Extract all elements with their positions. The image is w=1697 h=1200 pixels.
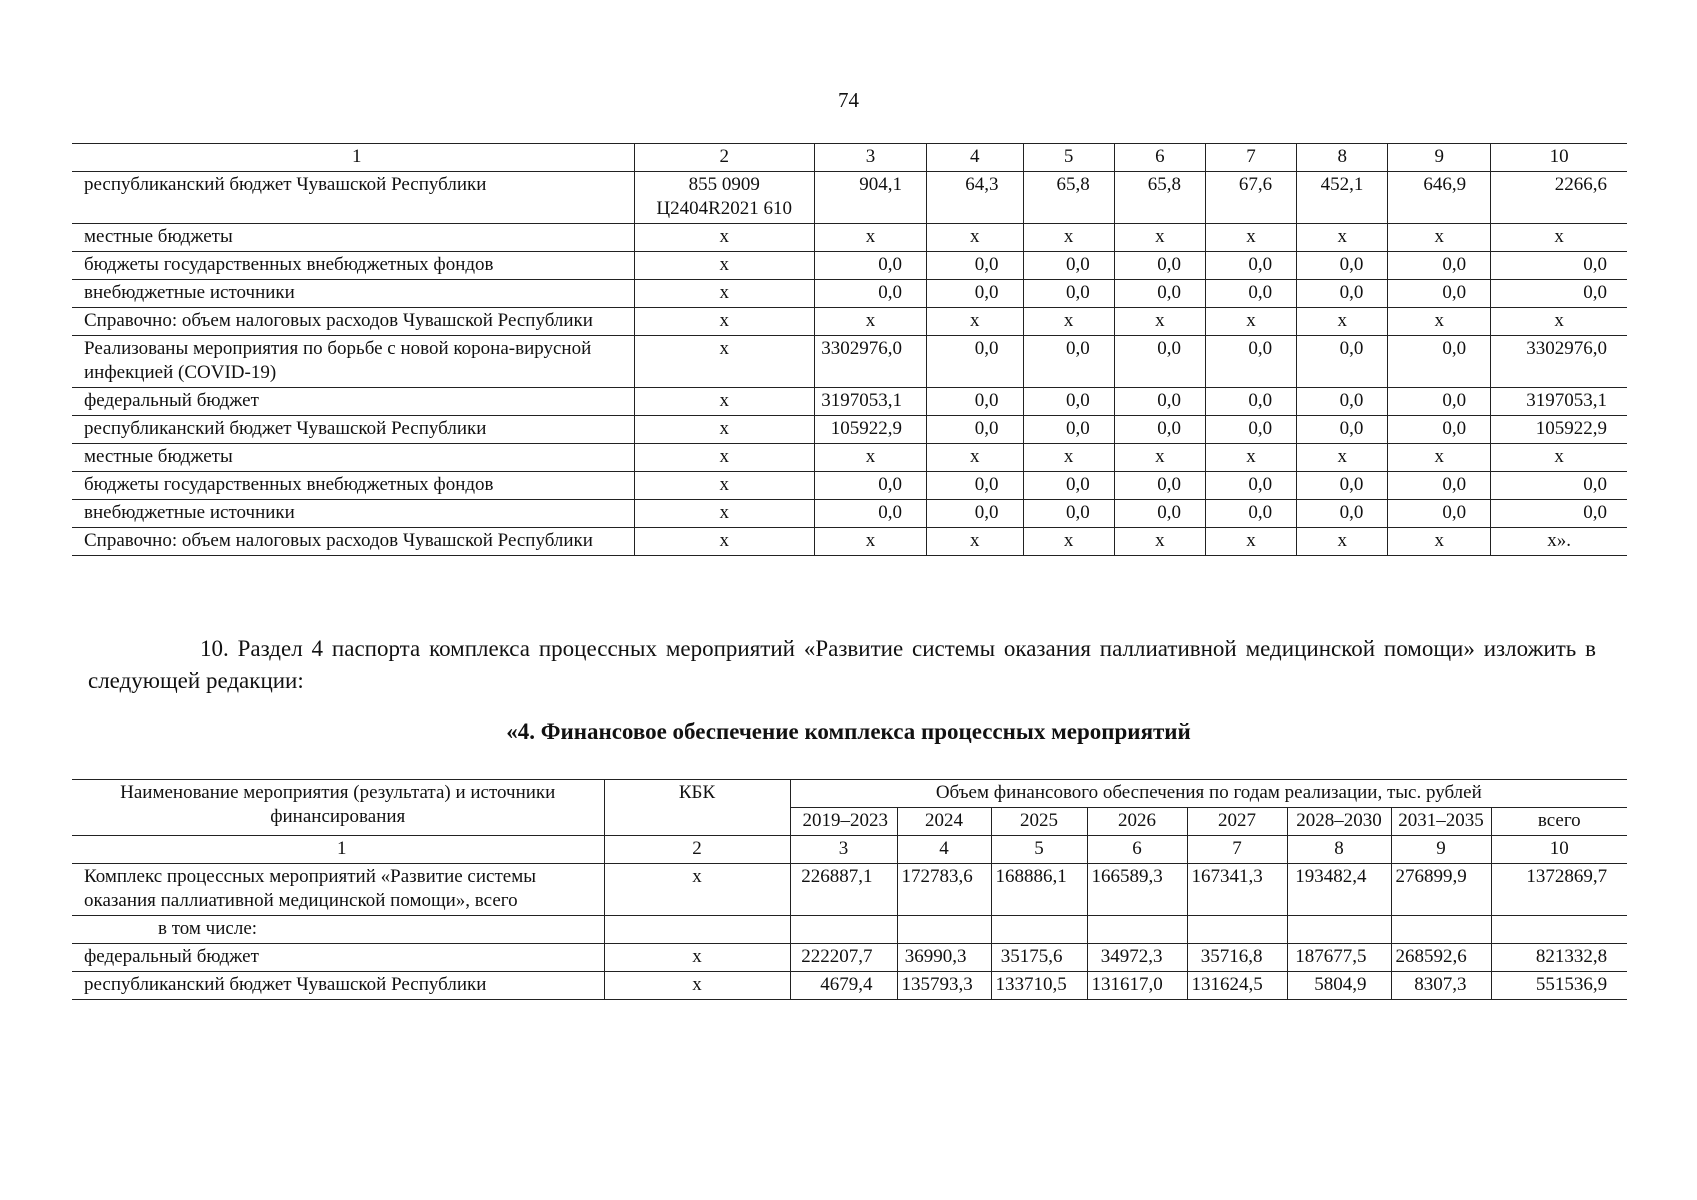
row-value: 0,0 <box>1205 388 1296 416</box>
col-num: 3 <box>814 144 926 172</box>
col-num: 7 <box>1187 836 1287 864</box>
funding-table <box>72 779 1627 1000</box>
row-label: федеральный бюджет <box>72 388 634 416</box>
col-num: 2 <box>634 144 814 172</box>
row-value: х <box>1297 528 1388 556</box>
row-value: 3197053,1 <box>1491 388 1627 416</box>
row-value: 0,0 <box>927 472 1023 500</box>
row-value: 0,0 <box>1023 336 1114 388</box>
row-value: х <box>814 308 926 336</box>
header-year: 2027 <box>1187 808 1287 836</box>
row-value: 167341,3 <box>1187 864 1287 916</box>
row-kbk: х <box>634 472 814 500</box>
row-value: 0,0 <box>1114 252 1205 280</box>
header-year: 2026 <box>1087 808 1187 836</box>
col-num: 10 <box>1491 144 1627 172</box>
row-kbk: х <box>634 528 814 556</box>
row-kbk: х <box>634 416 814 444</box>
header-year: 2019–2023 <box>790 808 897 836</box>
row-kbk: х <box>634 388 814 416</box>
header-year: 2025 <box>991 808 1087 836</box>
row-value: 0,0 <box>1205 336 1296 388</box>
row-value: х <box>1023 224 1114 252</box>
row-value: 0,0 <box>1388 472 1491 500</box>
table-row <box>72 280 1627 308</box>
row-value: 551536,9 <box>1491 972 1627 1000</box>
col-num: 2 <box>604 836 790 864</box>
col-num: 1 <box>72 144 634 172</box>
col-num: 9 <box>1391 836 1491 864</box>
row-value: х <box>1491 444 1627 472</box>
row-value: 0,0 <box>1297 252 1388 280</box>
row-value: 0,0 <box>1491 472 1627 500</box>
row-value: 0,0 <box>1297 472 1388 500</box>
col-num: 8 <box>1297 144 1388 172</box>
row-value: 821332,8 <box>1491 944 1627 972</box>
row-label: бюджеты государственных внебюджетных фондов <box>72 472 634 500</box>
row-label: федеральный бюджет <box>72 944 604 972</box>
row-value: 36990,3 <box>897 944 991 972</box>
row-label: бюджеты государственных внебюджетных фондов <box>72 252 634 280</box>
row-value: 0,0 <box>1205 280 1296 308</box>
row-value: 0,0 <box>1491 280 1627 308</box>
row-value: х <box>1114 444 1205 472</box>
row-value: х <box>1114 308 1205 336</box>
row-value: 0,0 <box>1297 416 1388 444</box>
table-row <box>72 972 1627 1000</box>
header-year: всего <box>1491 808 1627 836</box>
row-value <box>790 916 897 944</box>
col-num: 4 <box>927 144 1023 172</box>
header-volume-col: Объем финансового обеспечения по годам реализации, тыс. рублей <box>790 780 1627 808</box>
row-label: Комплекс процессных мероприятий «Развитие системы оказания паллиативной медицинской помощи», всего <box>72 864 604 916</box>
row-value: 193482,4 <box>1287 864 1391 916</box>
header-name-col: Наименование мероприятия (результата) и источники финансирования <box>72 780 604 836</box>
row-kbk: х <box>604 864 790 916</box>
page-number: 74 <box>838 88 859 112</box>
row-value: 0,0 <box>1114 500 1205 528</box>
row-label: местные бюджеты <box>72 224 634 252</box>
table-row <box>72 308 1627 336</box>
row-value: 0,0 <box>1023 472 1114 500</box>
row-value: 0,0 <box>1205 472 1296 500</box>
row-value: 0,0 <box>814 252 926 280</box>
col-num: 4 <box>897 836 991 864</box>
row-value: х». <box>1491 528 1627 556</box>
row-value: 67,6 <box>1205 172 1296 224</box>
row-kbk: х <box>634 280 814 308</box>
row-value: 222207,7 <box>790 944 897 972</box>
row-value: х <box>1297 444 1388 472</box>
row-value: 0,0 <box>1491 252 1627 280</box>
row-label: Справочно: объем налоговых расходов Чувашской Республики <box>72 308 634 336</box>
row-value: х <box>814 444 926 472</box>
row-kbk: х <box>634 500 814 528</box>
row-value: 0,0 <box>1114 416 1205 444</box>
row-label: в том числе: <box>72 916 604 944</box>
row-kbk: х <box>634 224 814 252</box>
row-value: 0,0 <box>1205 416 1296 444</box>
row-value: 0,0 <box>814 280 926 308</box>
row-value: 0,0 <box>1388 500 1491 528</box>
row-value: х <box>1491 308 1627 336</box>
col-num: 6 <box>1087 836 1187 864</box>
row-value: 2266,6 <box>1491 172 1627 224</box>
row-kbk: х <box>634 252 814 280</box>
row-value: х <box>1388 444 1491 472</box>
row-value: х <box>1114 224 1205 252</box>
row-label: Справочно: объем налоговых расходов Чувашской Республики <box>72 528 634 556</box>
col-num: 5 <box>1023 144 1114 172</box>
col-num: 10 <box>1491 836 1627 864</box>
row-value: 166589,3 <box>1087 864 1187 916</box>
row-value: 0,0 <box>927 388 1023 416</box>
row-value: 0,0 <box>1023 416 1114 444</box>
col-num: 8 <box>1287 836 1391 864</box>
row-value: 0,0 <box>1023 388 1114 416</box>
row-value: 0,0 <box>1388 336 1491 388</box>
row-label: республиканский бюджет Чувашской Республики <box>72 172 634 224</box>
row-label: республиканский бюджет Чувашской Республики <box>72 416 634 444</box>
row-value: 0,0 <box>814 500 926 528</box>
row-value: 0,0 <box>1114 280 1205 308</box>
row-value <box>1187 916 1287 944</box>
row-value: 0,0 <box>814 472 926 500</box>
row-value: х <box>1388 308 1491 336</box>
row-value: х <box>1297 308 1388 336</box>
row-value: 35716,8 <box>1187 944 1287 972</box>
row-value: х <box>814 224 926 252</box>
row-value: 452,1 <box>1297 172 1388 224</box>
row-value: 0,0 <box>927 252 1023 280</box>
col-num: 1 <box>72 836 604 864</box>
row-value: 187677,5 <box>1287 944 1391 972</box>
row-value: х <box>1388 224 1491 252</box>
funding-table-continued <box>72 143 1627 556</box>
table-row <box>72 388 1627 416</box>
column-number-row <box>72 144 1627 172</box>
row-value: 65,8 <box>1114 172 1205 224</box>
row-value: 268592,6 <box>1391 944 1491 972</box>
row-kbk <box>604 916 790 944</box>
table-row <box>72 444 1627 472</box>
row-value: х <box>1297 224 1388 252</box>
row-label: Реализованы мероприятия по борьбе с новой корона-вирусной инфекцией (COVID-19) <box>72 336 634 388</box>
table-row <box>72 336 1627 388</box>
table-row <box>72 528 1627 556</box>
row-value <box>991 916 1087 944</box>
row-value: 64,3 <box>927 172 1023 224</box>
row-value: х <box>1114 528 1205 556</box>
row-label: внебюджетные источники <box>72 500 634 528</box>
row-label: внебюджетные источники <box>72 280 634 308</box>
row-value: х <box>927 528 1023 556</box>
row-value: 0,0 <box>927 416 1023 444</box>
table-row <box>72 916 1627 944</box>
row-value: 5804,9 <box>1287 972 1391 1000</box>
row-value: 135793,3 <box>897 972 991 1000</box>
row-value: 1372869,7 <box>1491 864 1627 916</box>
row-value: 35175,6 <box>991 944 1087 972</box>
row-value: 646,9 <box>1388 172 1491 224</box>
row-value: 3302976,0 <box>814 336 926 388</box>
row-value: 0,0 <box>1388 416 1491 444</box>
row-value: 0,0 <box>1205 500 1296 528</box>
table-row <box>72 224 1627 252</box>
row-value: 0,0 <box>927 500 1023 528</box>
row-value: х <box>927 308 1023 336</box>
row-value: 133710,5 <box>991 972 1087 1000</box>
row-value: 3197053,1 <box>814 388 926 416</box>
row-value: 0,0 <box>927 280 1023 308</box>
header-year: 2031–2035 <box>1391 808 1491 836</box>
row-value: 0,0 <box>1297 280 1388 308</box>
row-value: х <box>1205 528 1296 556</box>
col-num: 9 <box>1388 144 1491 172</box>
table-row <box>72 416 1627 444</box>
row-kbk: х <box>634 308 814 336</box>
header-year: 2028–2030 <box>1287 808 1391 836</box>
row-value: 0,0 <box>1491 500 1627 528</box>
row-value: х <box>1023 308 1114 336</box>
row-value: х <box>1205 308 1296 336</box>
row-value: 0,0 <box>1297 336 1388 388</box>
row-value: 276899,9 <box>1391 864 1491 916</box>
row-kbk: х <box>634 444 814 472</box>
row-value: х <box>1491 224 1627 252</box>
row-value: 0,0 <box>927 336 1023 388</box>
row-value: 0,0 <box>1297 500 1388 528</box>
header-year: 2024 <box>897 808 991 836</box>
row-value <box>897 916 991 944</box>
row-value: х <box>1023 528 1114 556</box>
row-value: 0,0 <box>1114 472 1205 500</box>
row-value: 226887,1 <box>790 864 897 916</box>
row-value <box>1391 916 1491 944</box>
table1-body <box>72 172 1627 556</box>
row-value: 0,0 <box>1388 252 1491 280</box>
row-label: местные бюджеты <box>72 444 634 472</box>
table-row <box>72 864 1627 916</box>
row-value: х <box>1023 444 1114 472</box>
row-value: 0,0 <box>1297 388 1388 416</box>
row-value: 105922,9 <box>1491 416 1627 444</box>
row-value: 904,1 <box>814 172 926 224</box>
row-kbk: 855 0909 Ц2404R2021 610 <box>634 172 814 224</box>
row-kbk: х <box>604 944 790 972</box>
row-value: 8307,3 <box>1391 972 1491 1000</box>
row-value: 0,0 <box>1388 280 1491 308</box>
row-label: республиканский бюджет Чувашской Республики <box>72 972 604 1000</box>
row-value: 65,8 <box>1023 172 1114 224</box>
row-value: х <box>814 528 926 556</box>
section-heading: «4. Финансовое обеспечение комплекса процессных мероприятий <box>506 719 1191 744</box>
table-row <box>72 172 1627 224</box>
row-value <box>1087 916 1187 944</box>
row-value: 172783,6 <box>897 864 991 916</box>
table2-body <box>72 864 1627 1000</box>
row-kbk: х <box>634 336 814 388</box>
row-value: 4679,4 <box>790 972 897 1000</box>
row-value: 0,0 <box>1388 388 1491 416</box>
row-value: 0,0 <box>1023 252 1114 280</box>
row-value: 3302976,0 <box>1491 336 1627 388</box>
row-value: 0,0 <box>1023 500 1114 528</box>
col-num: 5 <box>991 836 1087 864</box>
header-row-1 <box>72 780 1627 808</box>
table-row <box>72 944 1627 972</box>
row-kbk: х <box>604 972 790 1000</box>
col-num: 6 <box>1114 144 1205 172</box>
row-value: 0,0 <box>1114 336 1205 388</box>
row-value: х <box>927 224 1023 252</box>
row-value: 168886,1 <box>991 864 1087 916</box>
row-value: х <box>927 444 1023 472</box>
row-value: х <box>1388 528 1491 556</box>
row-value: 0,0 <box>1023 280 1114 308</box>
column-number-row <box>72 836 1627 864</box>
row-value: 131624,5 <box>1187 972 1287 1000</box>
row-value: х <box>1205 224 1296 252</box>
row-value: х <box>1205 444 1296 472</box>
col-num: 3 <box>790 836 897 864</box>
header-kbk-col: КБК <box>604 780 790 836</box>
row-value: 131617,0 <box>1087 972 1187 1000</box>
row-value <box>1287 916 1391 944</box>
row-value: 105922,9 <box>814 416 926 444</box>
table-row <box>72 472 1627 500</box>
row-value: 0,0 <box>1205 252 1296 280</box>
table-row <box>72 252 1627 280</box>
col-num: 7 <box>1205 144 1296 172</box>
amendment-paragraph: 10. Раздел 4 паспорта комплекса процессных мероприятий «Развитие системы оказания паллиативной медицинской помощи» изложить в следующей редакции: <box>88 636 1596 693</box>
row-value <box>1491 916 1627 944</box>
table-row <box>72 500 1627 528</box>
row-value: 34972,3 <box>1087 944 1187 972</box>
row-value: 0,0 <box>1114 388 1205 416</box>
